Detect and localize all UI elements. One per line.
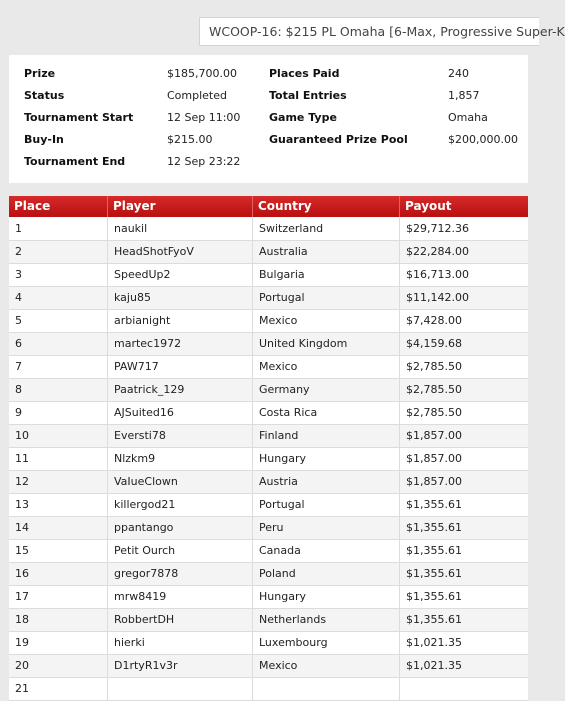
place-cell: 9 <box>15 406 22 419</box>
player-cell: Eversti78 <box>107 425 252 447</box>
country-cell: Mexico <box>252 310 399 332</box>
place-cell: 16 <box>15 567 29 580</box>
prize-label: Prize <box>24 67 56 80</box>
place-cell: 10 <box>15 429 29 442</box>
table-row <box>9 517 528 540</box>
game-type-value: Omaha <box>448 111 488 124</box>
country-cell: Canada <box>252 540 399 562</box>
player-cell: Petit Ourch <box>107 540 252 562</box>
place-cell: 6 <box>15 337 22 350</box>
table-row <box>9 563 528 586</box>
payout-cell: $11,142.00 <box>399 287 528 309</box>
place-cell: 2 <box>15 245 22 258</box>
table-row <box>9 264 528 287</box>
results-table-body <box>9 218 528 701</box>
payout-cell: $4,159.68 <box>399 333 528 355</box>
place-cell: 11 <box>15 452 29 465</box>
player-cell: RobbertDH <box>107 609 252 631</box>
payout-cell: $29,712.36 <box>399 218 528 240</box>
country-cell: Peru <box>252 517 399 539</box>
info-row <box>9 108 528 128</box>
table-row <box>9 218 528 241</box>
player-cell: ppantango <box>107 517 252 539</box>
country-cell: United Kingdom <box>252 333 399 355</box>
results-table-header <box>9 196 528 217</box>
country-cell: Portugal <box>252 494 399 516</box>
place-cell: 17 <box>15 590 29 603</box>
place-cell: 3 <box>15 268 22 281</box>
player-cell: HeadShotFyoV <box>107 241 252 263</box>
payout-cell: $1,021.35 <box>399 655 528 677</box>
status-value: Completed <box>167 89 227 102</box>
tournament-start-value: 12 Sep 11:00 <box>167 111 241 124</box>
tournament-end-value: 12 Sep 23:22 <box>167 155 241 168</box>
country-cell: Bulgaria <box>252 264 399 286</box>
country-cell: Finland <box>252 425 399 447</box>
country-cell: Hungary <box>252 448 399 470</box>
player-cell: killergod21 <box>107 494 252 516</box>
place-cell: 5 <box>15 314 22 327</box>
player-cell: D1rtyR1v3r <box>107 655 252 677</box>
table-row <box>9 287 528 310</box>
payout-cell: $1,355.61 <box>399 609 528 631</box>
place-cell: 7 <box>15 360 22 373</box>
place-cell: 20 <box>15 659 29 672</box>
country-cell <box>252 678 399 700</box>
status-label: Status <box>24 89 65 102</box>
place-cell: 14 <box>15 521 29 534</box>
payout-cell: $1,857.00 <box>399 471 528 493</box>
places-paid-value: 240 <box>448 67 469 80</box>
guaranteed-prize-pool-value: $200,000.00 <box>448 133 518 146</box>
table-row <box>9 333 528 356</box>
player-cell: gregor7878 <box>107 563 252 585</box>
info-row <box>9 86 528 106</box>
payout-cell: $1,355.61 <box>399 540 528 562</box>
player-cell: Paatrick_129 <box>107 379 252 401</box>
payout-cell: $2,785.50 <box>399 402 528 424</box>
table-row <box>9 632 528 655</box>
table-row <box>9 402 528 425</box>
country-cell: Germany <box>252 379 399 401</box>
payout-cell: $1,355.61 <box>399 517 528 539</box>
player-cell: SpeedUp2 <box>107 264 252 286</box>
player-cell <box>107 678 252 700</box>
player-cell: VaIueClown <box>107 471 252 493</box>
info-row <box>9 152 528 172</box>
table-row <box>9 379 528 402</box>
place-cell: 1 <box>15 222 22 235</box>
table-row <box>9 310 528 333</box>
place-cell: 21 <box>15 682 29 695</box>
column-header-country[interactable]: Country <box>252 196 399 217</box>
payout-cell: $1,857.00 <box>399 425 528 447</box>
table-row <box>9 471 528 494</box>
country-cell: Costa Rica <box>252 402 399 424</box>
payout-cell <box>399 678 528 700</box>
table-row <box>9 425 528 448</box>
column-header-player[interactable]: Player <box>107 196 252 217</box>
place-cell: 18 <box>15 613 29 626</box>
player-cell: Nlzkm9 <box>107 448 252 470</box>
table-row <box>9 241 528 264</box>
payout-cell: $1,021.35 <box>399 632 528 654</box>
player-cell: AJSuited16 <box>107 402 252 424</box>
tournament-title: WCOOP-16: $215 PL Omaha [6-Max, Progressive Super-K <box>199 17 539 46</box>
payout-cell: $16,713.00 <box>399 264 528 286</box>
payout-cell: $1,355.61 <box>399 494 528 516</box>
place-cell: 15 <box>15 544 29 557</box>
country-cell: Luxembourg <box>252 632 399 654</box>
column-header-place[interactable]: Place <box>14 199 51 213</box>
total-entries-value: 1,857 <box>448 89 480 102</box>
table-row <box>9 448 528 471</box>
game-type-label: Game Type <box>269 111 337 124</box>
tournament-info-panel <box>9 55 528 183</box>
info-row <box>9 64 528 84</box>
player-cell: mrw8419 <box>107 586 252 608</box>
table-row <box>9 609 528 632</box>
place-cell: 13 <box>15 498 29 511</box>
country-cell: Portugal <box>252 287 399 309</box>
guaranteed-prize-pool-label: Guaranteed Prize Pool <box>269 133 408 146</box>
player-cell: arbianight <box>107 310 252 332</box>
column-header-payout[interactable]: Payout <box>399 196 528 217</box>
table-row <box>9 655 528 678</box>
country-cell: Hungary <box>252 586 399 608</box>
player-cell: kaju85 <box>107 287 252 309</box>
place-cell: 19 <box>15 636 29 649</box>
buy-in-value: $215.00 <box>167 133 213 146</box>
player-cell: hierki <box>107 632 252 654</box>
table-row <box>9 494 528 517</box>
country-cell: Mexico <box>252 356 399 378</box>
payout-cell: $22,284.00 <box>399 241 528 263</box>
tournament-end-label: Tournament End <box>24 155 126 168</box>
country-cell: Mexico <box>252 655 399 677</box>
table-row <box>9 540 528 563</box>
payout-cell: $1,355.61 <box>399 563 528 585</box>
player-cell: martec1972 <box>107 333 252 355</box>
payout-cell: $1,857.00 <box>399 448 528 470</box>
table-row <box>9 586 528 609</box>
results-table <box>9 196 528 695</box>
table-row <box>9 678 528 701</box>
info-row <box>9 130 528 150</box>
places-paid-label: Places Paid <box>269 67 340 80</box>
payout-cell: $7,428.00 <box>399 310 528 332</box>
payout-cell: $2,785.50 <box>399 356 528 378</box>
place-cell: 8 <box>15 383 22 396</box>
table-row <box>9 356 528 379</box>
country-cell: Poland <box>252 563 399 585</box>
payout-cell: $1,355.61 <box>399 586 528 608</box>
place-cell: 4 <box>15 291 22 304</box>
player-cell: PAW717 <box>107 356 252 378</box>
country-cell: Switzerland <box>252 218 399 240</box>
buy-in-label: Buy-In <box>24 133 64 146</box>
country-cell: Netherlands <box>252 609 399 631</box>
country-cell: Australia <box>252 241 399 263</box>
place-cell: 12 <box>15 475 29 488</box>
payout-cell: $2,785.50 <box>399 379 528 401</box>
total-entries-label: Total Entries <box>269 89 347 102</box>
country-cell: Austria <box>252 471 399 493</box>
player-cell: naukil <box>107 218 252 240</box>
prize-value: $185,700.00 <box>167 67 237 80</box>
tournament-start-label: Tournament Start <box>24 111 134 124</box>
